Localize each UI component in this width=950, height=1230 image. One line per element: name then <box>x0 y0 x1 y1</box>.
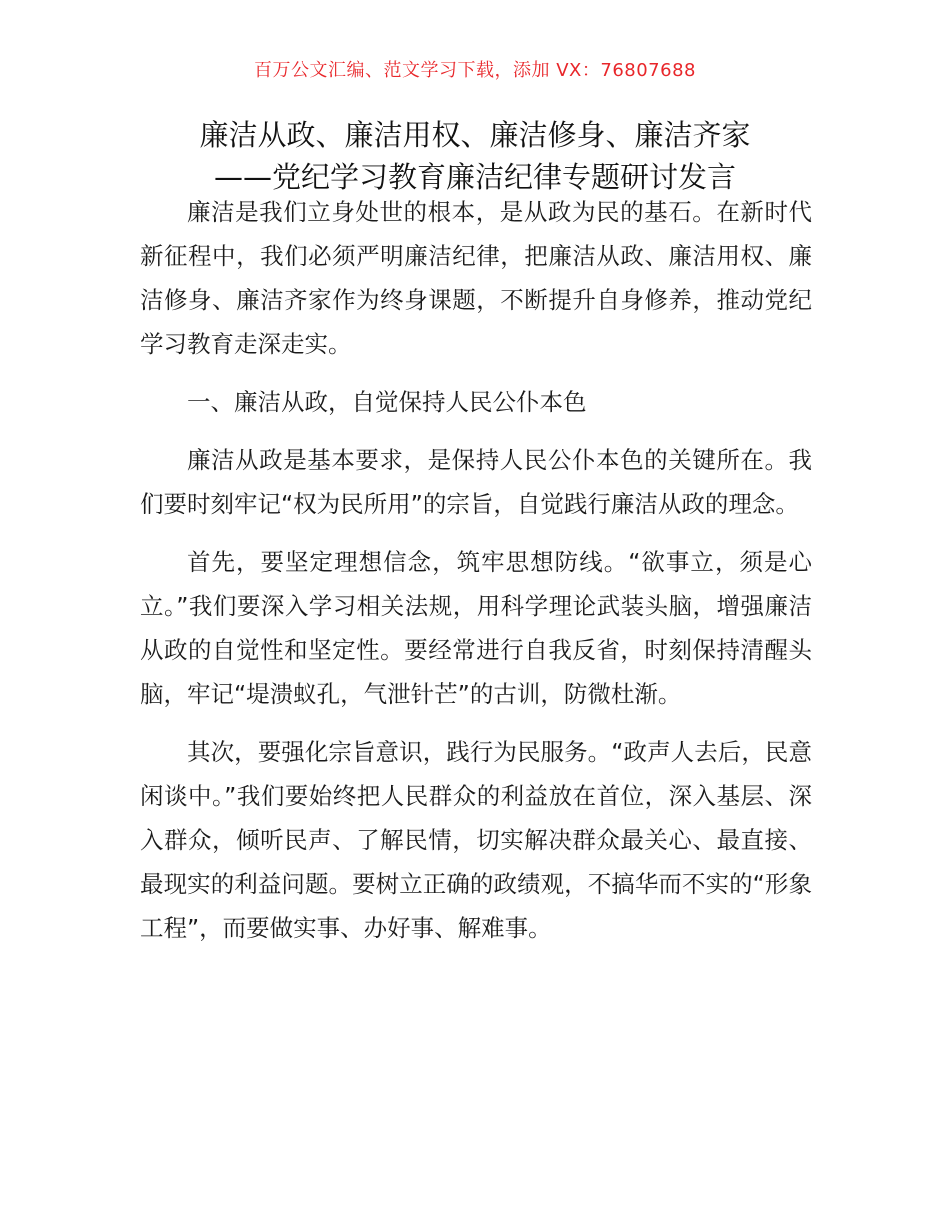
paragraph-first-point: 首先，要坚定理想信念，筑牢思想防线。“欲事立，须是心立。”我们要深入学习相关法规，用科学理论武装头脑，增强廉洁从政的自觉性和坚定性。要经常进行自我反省，时刻保持清醒头脑，牢记“堤溃蚁孔，气泄针芒”的古训，防微杜渐。 <box>140 548 812 708</box>
title-block <box>140 114 810 198</box>
paragraph-section-1-intro: 廉洁从政是基本要求，是保持人民公仆本色的关键所在。我们要时刻牢记“权为民所用”的宗旨，自觉践行廉洁从政的理念。 <box>140 446 812 518</box>
document-title: 廉洁从政、廉洁用权、廉洁修身、廉洁齐家 <box>199 118 751 152</box>
paragraph-second-point: 其次，要强化宗旨意识，践行为民服务。“政声人去后，民意闲谈中。”我们要始终把人民群众的利益放在首位，深入基层、深入群众，倾听民声、了解民情，切实解决群众最关心、最直接、最现实的利益问题。要树立正确的政绩观，不搞华而不实的“形象工程”，而要做实事、办好事、解难事。 <box>140 738 812 942</box>
header-watermark-note: 百万公文汇编、范文学习下载，添加 VX：76807688 <box>254 60 696 81</box>
document-body <box>140 190 812 964</box>
paragraph-intro: 廉洁是我们立身处世的根本，是从政为民的基石。在新时代新征程中，我们必须严明廉洁纪律，把廉洁从政、廉洁用权、廉洁修身、廉洁齐家作为终身课题，不断提升自身修养，推动党纪学习教育走深走实。 <box>140 198 812 358</box>
document-subtitle: ——党纪学习教育廉洁纪律专题研讨发言 <box>213 160 736 194</box>
section-heading-1: 一、廉洁从政，自觉保持人民公仆本色 <box>187 388 587 416</box>
